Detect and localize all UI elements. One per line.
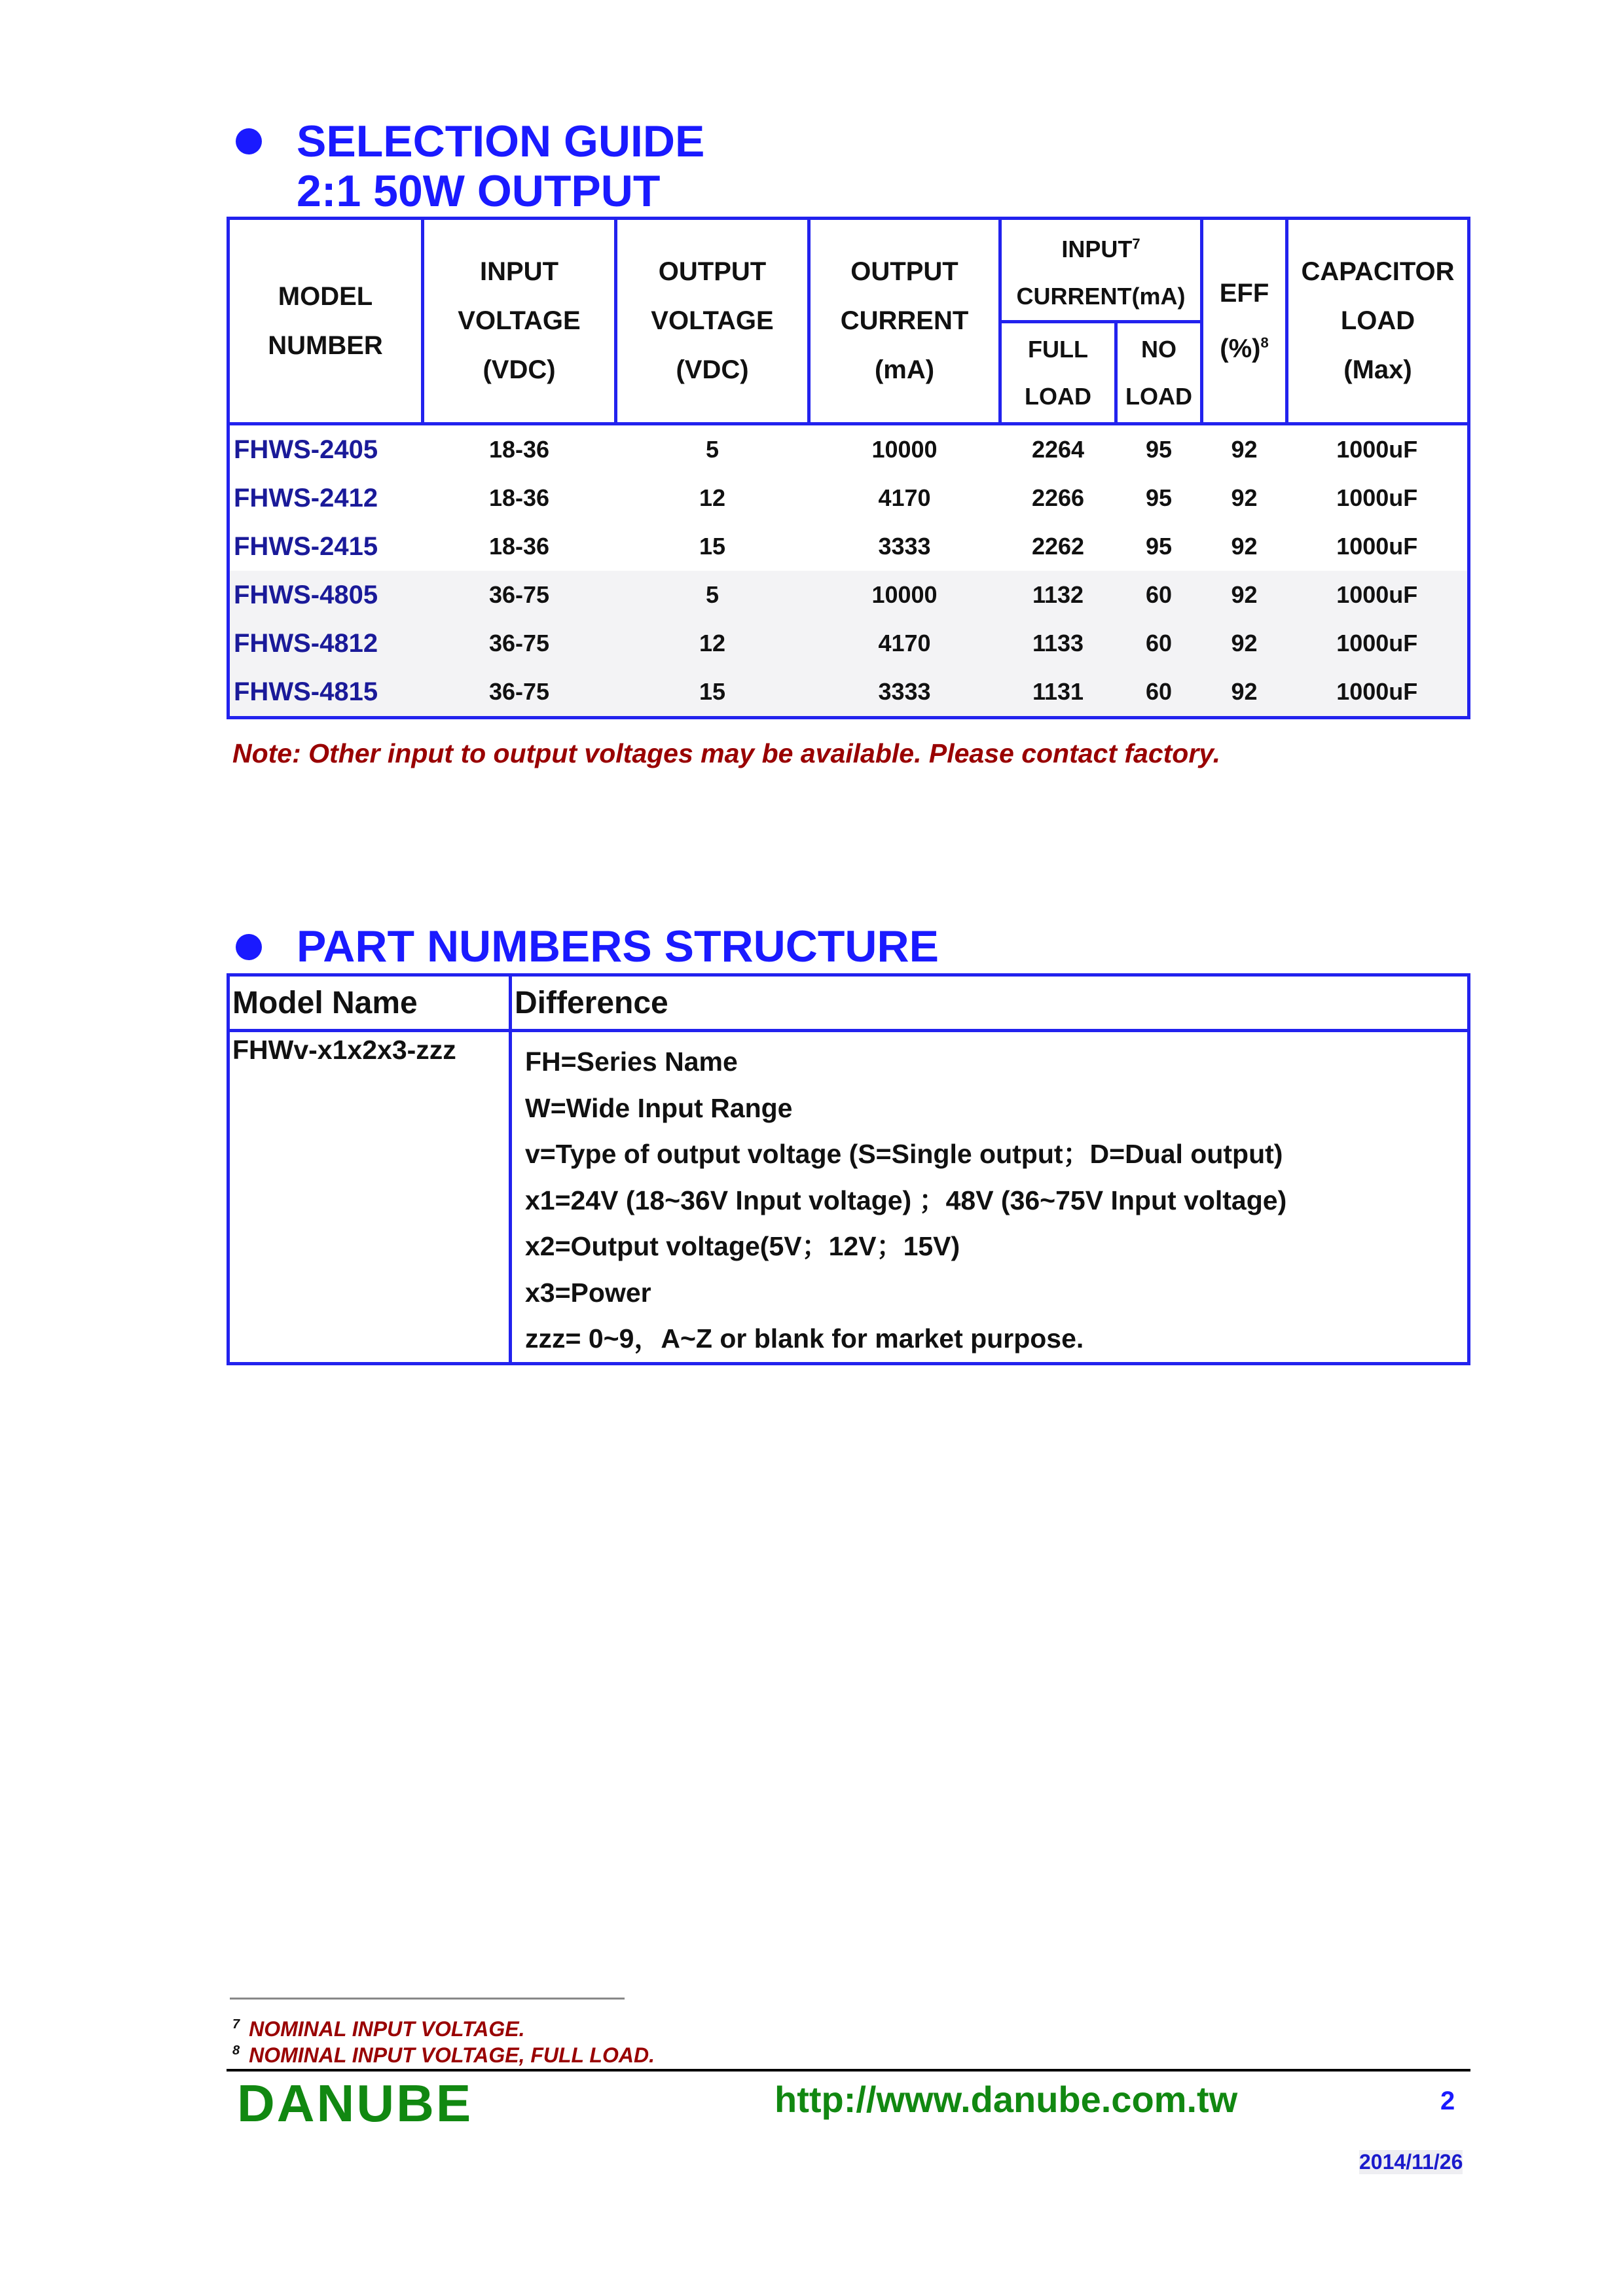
table-row: [228, 474, 1469, 522]
bullet-icon: [236, 128, 262, 154]
output-voltage: 5: [616, 571, 809, 619]
header-model-name: Model Name: [228, 975, 511, 1031]
page-number: 2: [1440, 2087, 1455, 2115]
no-load-current: 95: [1145, 484, 1173, 511]
footer-divider: [227, 2069, 1470, 2072]
full-load-current: 2262: [1031, 533, 1085, 560]
efficiency: 92: [1202, 571, 1287, 619]
model-name-cell: FHWv-x1x2x3-zzz: [228, 1031, 511, 1364]
input-voltage: 18-36: [488, 484, 550, 511]
header-capacitor: CAPACITOR LOAD (Max): [1287, 219, 1469, 424]
capacitor-load: 1000uF: [1336, 533, 1418, 560]
capacitor-load: 1000uF: [1287, 668, 1469, 718]
header-model: MODEL NUMBER: [228, 219, 423, 424]
difference-line: v=Type of output voltage (S=Single output；D=Dual output): [525, 1139, 1283, 1169]
full-load-current: 2266: [1031, 484, 1085, 511]
output-voltage: 12: [699, 484, 726, 511]
no-load-current: 95: [1145, 436, 1173, 463]
section-title: SELECTION GUIDE: [297, 117, 705, 166]
header-eff: EFF (%)$^8$: [1202, 219, 1287, 424]
section-title: PART NUMBERS STRUCTURE: [297, 922, 939, 971]
output-current: 10000: [871, 436, 938, 463]
no-load-current: 95: [1145, 533, 1173, 560]
difference-line: x3=Power: [525, 1277, 651, 1308]
output-current: 4170: [878, 484, 931, 511]
efficiency: 92: [1231, 533, 1258, 560]
difference-line: zzz= 0~9，A~Z or blank for market purpose.: [525, 1323, 1084, 1354]
table-row: [228, 668, 1469, 718]
difference-cell: [511, 1031, 1469, 1364]
model-number: FHWS-4805: [228, 571, 423, 619]
input-voltage: 36-75: [423, 619, 616, 668]
table-row: [228, 571, 1469, 619]
full-load-current: 1133: [1000, 619, 1116, 668]
table-row: [228, 522, 1469, 571]
model-number: FHWS-2405: [234, 435, 378, 464]
part-numbers-table: [227, 973, 1470, 1365]
input-voltage: 18-36: [488, 436, 550, 463]
difference-line: W=Wide Input Range: [525, 1092, 793, 1123]
header-no-load: NO LOAD: [1116, 322, 1202, 424]
website-link[interactable]: http://www.danube.com.tw: [775, 2079, 1238, 2120]
model-number: FHWS-2412: [234, 483, 378, 512]
no-load-current: 60: [1116, 619, 1202, 668]
footnote-divider: [230, 1998, 625, 2000]
input-voltage: 18-36: [488, 533, 550, 560]
brand-logo: DANUBE: [237, 2074, 473, 2132]
capacitor-load: 1000uF: [1336, 484, 1418, 511]
efficiency: 92: [1202, 619, 1287, 668]
output-current: 3333: [809, 668, 1000, 718]
selection-guide-table: [227, 217, 1470, 719]
header-output-current: OUTPUT CURRENT (mA): [809, 219, 1000, 424]
output-voltage: 12: [616, 619, 809, 668]
model-number: FHWS-4812: [228, 619, 423, 668]
efficiency: 92: [1202, 668, 1287, 718]
header-output-voltage: OUTPUT VOLTAGE (VDC): [616, 219, 809, 424]
output-voltage: 5: [705, 436, 720, 463]
header-difference: Difference: [511, 975, 1469, 1031]
model-number: FHWS-4815: [228, 668, 423, 718]
difference-line: x2=Output voltage(5V；12V；15V): [525, 1231, 960, 1261]
no-load-current: 60: [1116, 668, 1202, 718]
bullet-icon: [236, 934, 262, 960]
capacitor-load: 1000uF: [1336, 436, 1418, 463]
difference-line: x1=24V (18~36V Input voltage) ；48V (36~75V Input voltage): [525, 1185, 1287, 1215]
header-input-voltage: INPUT VOLTAGE (VDC): [423, 219, 616, 424]
header-full-load: FULL LOAD: [1000, 322, 1116, 424]
efficiency: 92: [1231, 436, 1258, 463]
output-current: 10000: [809, 571, 1000, 619]
input-voltage: 36-75: [423, 571, 616, 619]
full-load-current: 1132: [1000, 571, 1116, 619]
header-input-current: INPUT$^7$ CURRENT(mA): [1000, 219, 1202, 322]
date: 2014/11/26: [1359, 2150, 1463, 2174]
capacitor-load: 1000uF: [1287, 619, 1469, 668]
efficiency: 92: [1231, 484, 1258, 511]
output-voltage: 15: [699, 533, 726, 560]
table-row: [228, 619, 1469, 668]
table-row: [228, 424, 1469, 475]
capacitor-load: 1000uF: [1287, 571, 1469, 619]
footnote-7: $^7$ NOMINAL INPUT VOLTAGE.: [232, 2017, 525, 2041]
section-subtitle: 2:1 50W OUTPUT: [297, 166, 661, 216]
output-current: 4170: [809, 619, 1000, 668]
model-number: FHWS-2415: [234, 531, 378, 561]
note: Note: Other input to output voltages may be available. Please contact factory.: [232, 738, 1220, 768]
input-voltage: 36-75: [423, 668, 616, 718]
difference-line: FH=Series Name: [525, 1047, 738, 1077]
full-load-current: 1131: [1000, 668, 1116, 718]
full-load-current: 2264: [1031, 436, 1085, 463]
output-current: 3333: [878, 533, 931, 560]
output-voltage: 15: [616, 668, 809, 718]
footnote-8: $^8$ NOMINAL INPUT VOLTAGE, FULL LOAD.: [232, 2043, 655, 2067]
no-load-current: 60: [1116, 571, 1202, 619]
